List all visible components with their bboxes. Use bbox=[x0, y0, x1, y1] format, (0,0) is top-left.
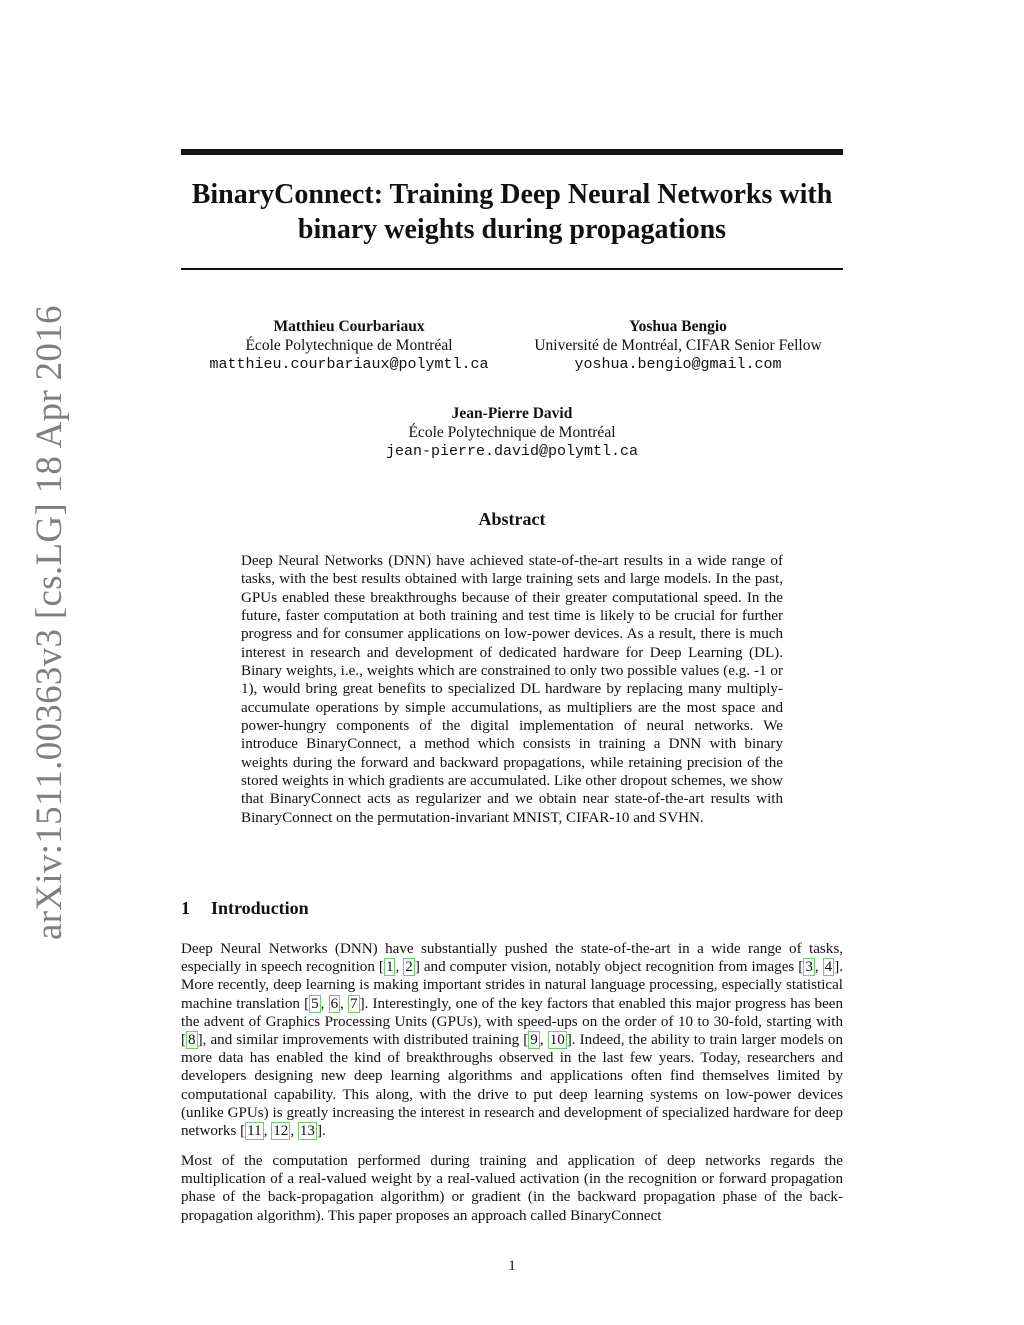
text-run: ]. Indeed, the ability to train larger models on more data has enabled the kind of breakthroughs observed in the last few years. Today, researchers and developers designing new deep learning algorithms and applications often find themselves limited by computational capability. This along, with the drive to put deep learning systems on low-power devices (unlike GPUs) is greatly increasing the interest in research and development of specialized hardware for deep networks [ bbox=[181, 1032, 843, 1140]
citation-link[interactable]: 5 bbox=[311, 995, 319, 1012]
text-run: , bbox=[539, 1032, 548, 1049]
citation-link[interactable]: 11 bbox=[247, 1123, 262, 1140]
text-run: ]. Interestingly, one of the key factors that enabled this major progress has been the advent of Graphics Processing Units (GPUs), with speed-ups on the order of 10 to 30-fold, starting with [ bbox=[181, 995, 844, 1049]
text-run: , bbox=[395, 959, 404, 976]
title-top-rule bbox=[181, 149, 843, 155]
author-affiliation: École Polytechnique de Montréal bbox=[245, 337, 453, 354]
author-affiliation: École Polytechnique de Montréal bbox=[408, 424, 616, 441]
title-line-2: binary weights during propagations bbox=[297, 214, 727, 245]
author-name: Yoshua Bengio bbox=[629, 318, 727, 335]
title-line-1: BinaryConnect: Training Deep Neural Networks with bbox=[191, 179, 833, 210]
text-run: Deep Neural Networks (DNN) have substantially pushed the state-of-the-art in a wide range of tasks, especially in speech recognition [ bbox=[181, 941, 843, 976]
citation-link[interactable]: 2 bbox=[405, 959, 413, 976]
text-run: ]. bbox=[316, 1123, 326, 1140]
introduction-paragraph-1 bbox=[181, 940, 843, 1140]
citation-link[interactable]: 12 bbox=[273, 1123, 289, 1140]
text-run: , bbox=[340, 995, 349, 1012]
abstract-text: Deep Neural Networks (DNN) have achieved state-of-the-art results in a wide range of tasks, with the best results obtained with large training sets and large models. In the past, GPUs enabled these breakthroughs because of their greater computational speed. In the future, faster computation at both training and test time is likely to be crucial for further progress and for consumer applications on low-power devices. As a result, there is much interest in research and development of dedicated hardware for Deep Learning (DL). Binary weights, i.e., weights which are constrained to only two possible values (e.g. -1 or 1), would bring great benefits to specialized DL hardware by replacing many multiply-accumulate operations by simple accumulations, as multipliers are the most space and power-hungry components of the digital implementation of neural networks. We introduce BinaryConnect, a method which consists in training a DNN with binary weights during the forward and backward propagations, while retaining precision of the stored weights in which gradients are accumulated. Like other dropout schemes, we show that BinaryConnect acts as regularizer and we obtain near state-of-the-art results with BinaryConnect on the permutation-invariant MNIST, CIFAR-10 and SVHN. bbox=[241, 553, 783, 826]
text-run: , bbox=[263, 1123, 272, 1140]
section-number: 1 bbox=[181, 898, 190, 918]
author-email[interactable]: yoshua.bengio@gmail.com bbox=[574, 356, 782, 373]
page-number: 1 bbox=[508, 1258, 516, 1274]
text-run: ] and computer vision, notably object recognition from images [ bbox=[414, 959, 804, 976]
text-run: ]. More recently, deep learning is making important strides in natural language processing, especially statistical machine translation [ bbox=[181, 959, 844, 1012]
citation-link[interactable]: 6 bbox=[330, 995, 339, 1012]
section-heading-introduction bbox=[181, 898, 309, 919]
text-run: ], and similar improvements with distributed training [ bbox=[197, 1032, 529, 1049]
arxiv-identifier: arXiv:1511.00363v3 [cs.LG] 18 Apr 2016 bbox=[29, 305, 70, 940]
citation-link[interactable]: 7 bbox=[350, 995, 358, 1012]
abstract-heading: Abstract bbox=[478, 509, 546, 529]
author-block-david bbox=[312, 404, 712, 461]
author-email[interactable]: matthieu.courbariaux@polymtl.ca bbox=[209, 356, 489, 373]
author-name: Jean-Pierre David bbox=[451, 405, 573, 422]
citation-link[interactable]: 1 bbox=[385, 959, 394, 976]
author-block-courbariaux bbox=[181, 317, 517, 374]
citation-link[interactable]: 4 bbox=[824, 959, 833, 976]
title-bottom-rule bbox=[181, 268, 843, 270]
citation-link[interactable]: 9 bbox=[530, 1032, 538, 1049]
citation-link[interactable]: 3 bbox=[805, 959, 813, 976]
author-affiliation: Université de Montréal, CIFAR Senior Fellow bbox=[534, 337, 822, 354]
author-block-bengio bbox=[510, 317, 846, 374]
author-name: Matthieu Courbariaux bbox=[273, 318, 425, 335]
section-title: Introduction bbox=[211, 898, 309, 918]
author-email[interactable]: jean-pierre.david@polymtl.ca bbox=[385, 443, 639, 460]
citation-link[interactable]: 10 bbox=[549, 1032, 565, 1049]
citation-link[interactable]: 13 bbox=[299, 1123, 315, 1140]
text-run: , bbox=[290, 1123, 298, 1140]
introduction-paragraph-2: Most of the computation performed during training and application of deep networks regards the multiplication of a real-valued weight by a real-valued activation (in the recognition or forward propagation phase of the back-propagation algorithm) or gradient (in the backward propagation phase of the back-propagation algorithm). This paper proposes an approach called BinaryConnect bbox=[181, 1153, 843, 1224]
citation-link[interactable]: 8 bbox=[188, 1032, 196, 1049]
paper-title bbox=[181, 177, 843, 247]
text-run: , bbox=[814, 959, 823, 976]
text-run: , bbox=[320, 995, 329, 1012]
